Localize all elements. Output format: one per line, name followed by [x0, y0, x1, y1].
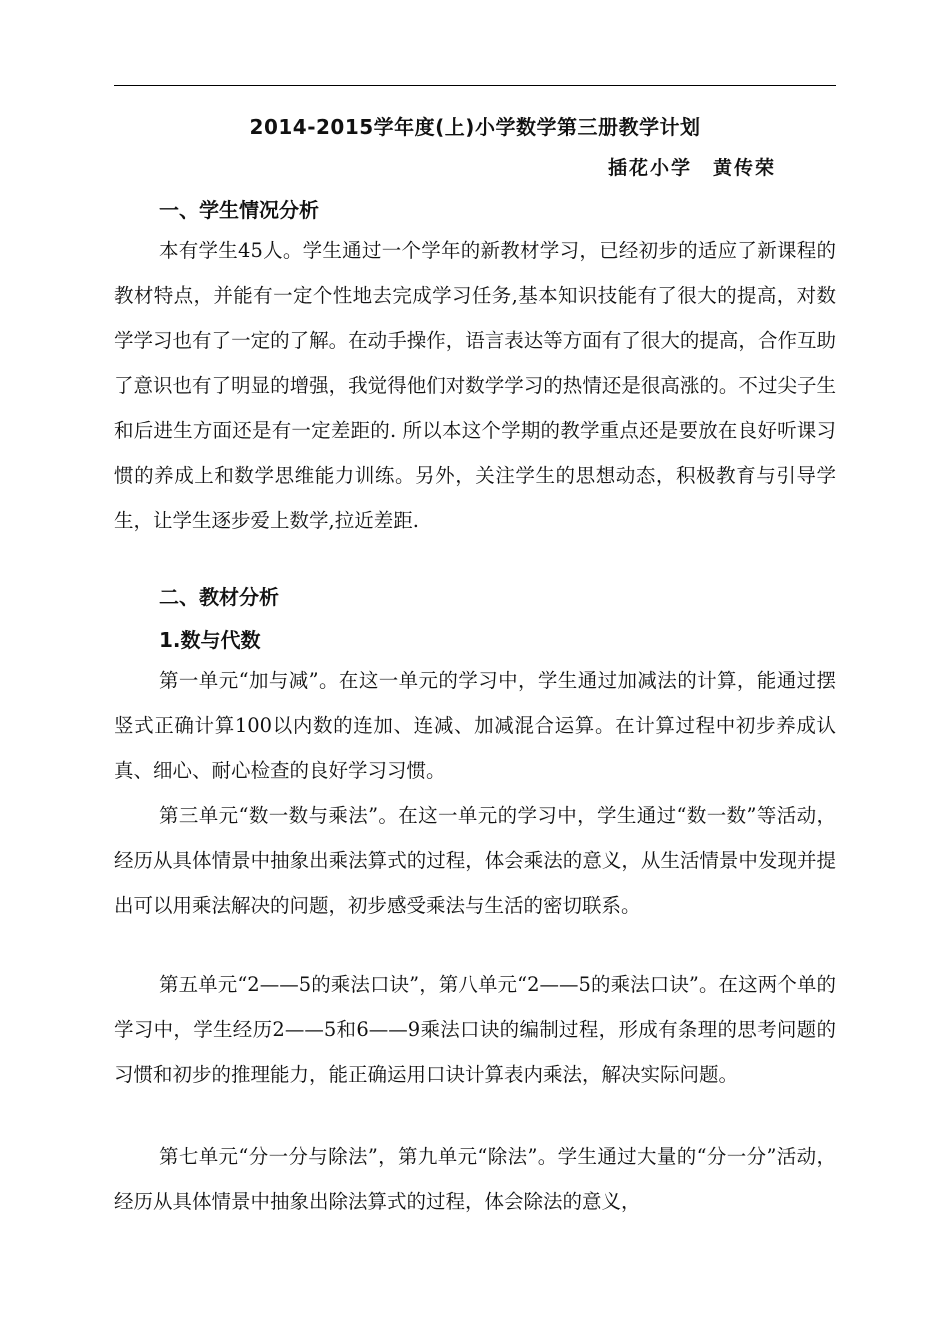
document-title: 2014-2015学年度(上)小学数学第三册教学计划: [249, 115, 701, 139]
paragraph-unit-3: 第三单元“数一数与乘法”。在这一单元的学习中，学生通过“数一数”等活动，经历从具体情景中抽象出乘法算式的过程，体会乘法的意义，从生活情景中发现并提出可以用乘法解决的问题，初步感受乘法与生活的密切联系。: [114, 804, 836, 917]
subsection-heading-number-algebra: 1.数与代数: [159, 628, 261, 652]
section-heading-student-analysis: 一、学生情况分析: [159, 198, 319, 222]
paragraph-student-analysis: 本有学生45人。学生通过一个学年的新教材学习，已经初步的适应了新课程的教材特点，并能有一定个性地去完成学习任务,基本知识技能有了很大的提高，对数学学习也有了一定的了解。在动手操作，语言表达等方面有了很大的提高，合作互助了意识也有了明显的增强，我觉得他们对数学学习的热情还是很高涨的。不过尖子生和后进生方面还是有一定差距的. 所以本这个学期的教学重点还是要放在良好听课习惯的养成上和数学思维能力训练。另外，关注学生的思想动态，积极教育与引导学生，让学生逐步爱上数学,拉近差距.: [114, 239, 836, 532]
paragraph-unit-7: 第七单元“分一分与除法”，第九单元“除法”。学生通过大量的“分一分”活动，经历从具体情景中抽象出除法算式的过程，体会除法的意义，: [114, 1145, 836, 1213]
header-rule: [114, 85, 836, 86]
paragraph-unit-5: 第五单元“2——5的乘法口诀”，第八单元“2——5的乘法口诀”。在这两个单的学习中，学生经历2——5和6——9乘法口诀的编制过程，形成有条理的思考问题的习惯和初步的推理能力，能正确运用口诀计算表内乘法，解决实际问题。: [114, 973, 836, 1086]
paragraph-unit-1: 第一单元“加与减”。在这一单元的学习中，学生通过加减法的计算，能通过摆竖式正确计算100以内数的连加、连减、加减混合运算。在计算过程中初步养成认真、细心、耐心检查的良好学习习惯。: [114, 669, 836, 782]
author-line: 插花小学 黄传荣: [607, 157, 776, 179]
section-heading-textbook-analysis: 二、教材分析: [159, 585, 279, 609]
